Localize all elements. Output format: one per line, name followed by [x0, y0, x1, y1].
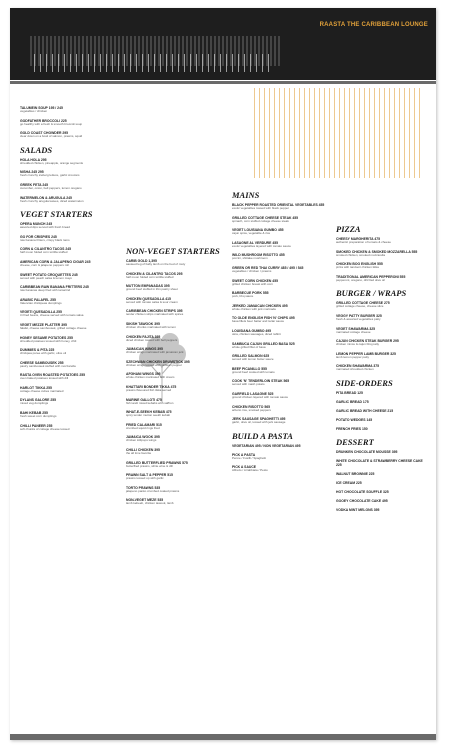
menu-item-description: shredded chicken, pineapple, orange segments [20, 160, 84, 165]
menu-item-name: POTATO WEDGES 145 [336, 417, 373, 422]
orange-text-block [254, 88, 424, 178]
section-heading: BUILD A PASTA [232, 430, 293, 441]
menu-item-name: BARBECUE PORK 555 [232, 291, 269, 296]
menu-item-description: cheese, corn & jalapeno peppers roll [20, 262, 69, 267]
menu-item-name: CHILLI CHICKEN 395 [126, 447, 160, 452]
menu-item [126, 309, 222, 317]
menu-item-name: BAHI KEBAB 255 [20, 411, 48, 416]
menu-item-name: GARFIELD LASAGNE 525 [232, 391, 274, 396]
menu-item-name: MUTTON EMPANADAS 395 [126, 284, 170, 289]
menu-item-name: WALNUT BROWNIE 225 [336, 471, 375, 476]
menu-item-description: raw banana fritters, crispy black rams [20, 237, 70, 242]
menu-item [336, 508, 426, 512]
menu-item [232, 279, 328, 287]
section-heading: MAINS [232, 190, 260, 200]
menu-item [20, 348, 116, 356]
menu-item-name: LOUISIANA GUMBO 495 [232, 328, 272, 333]
menu-item [232, 253, 328, 261]
menu-item-description: falafel, cheese sambousek, grilled cottage cheese [20, 325, 87, 330]
menu-item-description: sauteed leg of baby lamb on the bed of rosty [126, 262, 186, 266]
menu-item-name: FRIED CALAMARI 515 [126, 422, 162, 427]
menu-item-name: CHICKEN QUESADILLA 415 [126, 296, 171, 301]
menu-item [336, 364, 426, 372]
menu-item [232, 342, 328, 350]
menu-item-description: whole chicken marinated with cream [126, 375, 175, 380]
menu-item-name: AFGHANI WINGS 395 [126, 372, 161, 377]
menu-item [232, 453, 328, 461]
menu-item-description: shredded potatoes tossed with honey, chili [20, 338, 77, 343]
menu-item [126, 398, 222, 406]
menu-item [232, 266, 328, 274]
menu-item-description: fish tandi mixed kebabs with saffron [126, 400, 174, 405]
menu-item [232, 444, 328, 448]
menu-item-name: GOOEY CHOCOLATE CAKE 495 [336, 498, 388, 503]
menu-item [126, 297, 222, 305]
menu-item-name: CARIBBEAN RAW BANANA FRITTERS 245 [20, 285, 89, 290]
menu-item [20, 411, 116, 419]
menu-item-name: TALUMEIN SOUP 195 / 245 [20, 106, 63, 110]
menu-item-description: ground beef stuffed in thin pastry sheet [126, 287, 178, 292]
menu-item [232, 241, 328, 249]
menu-item-description: cucumber, onion, bell peppers, lemon oregano [20, 185, 82, 190]
section-heading: SIDE-ORDERS [336, 377, 393, 388]
menu-item-description: go healthy with a fresh & smooth broccoli soup [20, 121, 83, 126]
menu-item-name: SAMBUCA CAJUN GRILLED BASA 525 [232, 341, 295, 346]
menu-item [20, 158, 116, 166]
menu-item-description: lamb kebeeb, chicken tawook, lamb [126, 501, 174, 506]
menu-item-name: VEGGY PATTY BURGER 325 [336, 313, 382, 318]
menu-item [126, 259, 222, 267]
menu-item-name: ICE CREAM 225 [336, 480, 362, 485]
menu-item-name: SZECHWAN CHICKEN DRUMSTICK 395 [126, 359, 190, 364]
menu-item [336, 490, 426, 494]
menu-column-2 [126, 240, 222, 511]
menu-item-description: cottage cheese cubes marinated [20, 388, 64, 393]
menu-item-description: prawns tossed up with garlic [126, 476, 164, 481]
menu-item [232, 216, 328, 224]
menu-item [20, 260, 116, 268]
menu-item-description: soft chunks of cottage cheese tossed [20, 426, 70, 431]
menu-item-description: butterflied prawns, white wine & dill [126, 463, 173, 468]
menu-item-name: GARLIC BREAD 175 [336, 399, 369, 404]
menu-item [20, 170, 116, 178]
menu-item-name: HOLA HOLA 295 [20, 157, 47, 162]
menu-item [336, 301, 426, 309]
menu-item [20, 398, 116, 406]
menu-item [336, 459, 426, 467]
menu-item [126, 372, 222, 380]
menu-item [232, 392, 328, 400]
menu-item-name: GARLIC BREAD WITH CHEESE 215 [336, 408, 394, 413]
menu-item-name: LEMON PEPPER LAMB BURGER 325 [336, 351, 396, 356]
menu-column-1 [20, 106, 116, 436]
menu-item [126, 385, 222, 393]
menu-item-description: chicken wings tossed with sichuan pepper [126, 362, 182, 367]
menu-item-name: WHITE CHOCOLATE & STRAWBERRY CHEESE CAKE 225 [336, 458, 423, 467]
menu-item-description: marinated shredded chicken [336, 367, 374, 372]
menu-item-name: GREEN OR RED THAI CURRY 485 / 495 / 545 [232, 265, 304, 270]
section-heading: BURGER / WRAPS [336, 288, 407, 299]
menu-item-name: RASTA OVEN ROASTED POTATOES 255 [20, 373, 85, 378]
menu-item [126, 347, 222, 355]
menu-item-description: chicken chunks marinated with lemon [126, 324, 176, 329]
menu-item-description: smoked chicken, smoked mozzarella [336, 252, 386, 257]
menu-item-name: JERK SAUSAGE SPAGHETTI 495 [232, 417, 286, 422]
menu-item-description: whole grilled fillet of basa [232, 344, 266, 349]
menu-item [20, 247, 116, 255]
menu-item-name: PICK A SAUCE [232, 465, 257, 470]
menu-item-description: garlic, olive oil, tossed with jerk sausage [232, 420, 286, 425]
menu-item-name: WILD MUSHROOM RISOTTO 455 [232, 253, 285, 258]
menu-item [20, 235, 116, 243]
section-heading: SALADS [20, 144, 53, 155]
menu-item-description: oven baked potatoes tossed with dill [20, 376, 69, 381]
menu-item-name: BEEF PICANILLO 555 [232, 366, 267, 371]
menu-item-name: VEGET MEZZE PLATTER 395 [20, 322, 67, 327]
menu-item-description: vegetables / chicken / prawns [232, 268, 272, 273]
menu-item [232, 291, 328, 299]
menu-item-name: VEGET SHAWARMA 325 [336, 326, 376, 331]
menu-item-name: COOK 'N' TENDERLOIN STEAK 565 [232, 379, 290, 384]
menu-item-description: exotic vegetables layered with tomato sauce [232, 243, 291, 248]
menu-item-description: the all time favorite [126, 450, 152, 455]
menu-item-description: authentic preparation of tomato & cheese [336, 240, 391, 244]
menu-item-description: clear down on a bowl of salmon, prawns, squid [20, 134, 83, 139]
menu-item [126, 284, 222, 292]
menu-item-description: grilled chicken breast with corn [232, 281, 274, 286]
menu-item-description: pepperoni, oregano, drizzled olive oil [336, 277, 385, 282]
menu-item-description: served with lemon butter sauce [232, 357, 274, 362]
menu-item [336, 400, 426, 404]
menu-item-name: CHICKEN BOO ENGLISH 555 [336, 262, 383, 267]
menu-item-name: GRILLED BUTTERFLIED PRAWNS 575 [126, 460, 188, 465]
menu-item-name: SWEET CORN CHICKEN 455 [232, 278, 278, 283]
menu-item [336, 409, 426, 413]
menu-item-name: CHEESY MARGHERITA 475 [336, 237, 381, 241]
menu-item-name: GODFATHER BROCCOLI 225 [20, 118, 67, 123]
menu-item [232, 316, 328, 324]
menu-item [336, 327, 426, 335]
menu-item [336, 391, 426, 395]
menu-item-name: GRILLED SALMON 625 [232, 354, 270, 359]
menu-item-description: arborio rice, smoked peppers [232, 407, 271, 412]
menu-item [126, 322, 222, 330]
menu-item [232, 304, 328, 312]
menu-item-name: DYLANS GALORE 255 [20, 398, 56, 403]
menu-item-description: lamb lemon pepper patty [336, 354, 370, 359]
menu-item-name: PICK A PASTA [232, 452, 256, 457]
menu-item [232, 203, 328, 211]
menu-item-description: raw bananas deep fried with tamarind [20, 288, 71, 293]
menu-item-description: fresh & assorted vegetables patty [336, 316, 381, 321]
section-heading: NON-VEGET STARTERS [126, 246, 220, 256]
menu-item [336, 339, 426, 347]
menu-item [20, 131, 116, 139]
menu-item-description: tri fried beans, cheese served with tomato salsa [20, 313, 84, 318]
menu-item-description: half moon folded corn tortilla stuffed [126, 274, 174, 279]
menu-item-name: JERKED JAMAICAN CHICKEN 495 [232, 303, 288, 308]
menu-item-name: TO OLDE ENGLISH FISH 'N' CHIPS 495 [232, 316, 295, 321]
menu-item-description: Valencian chickpeas dumplings [20, 300, 62, 305]
menu-item [126, 498, 222, 506]
menu-item-description: porcini, shiitake mushroom [232, 256, 268, 261]
menu-item-description: served with peach salsa & lemon mayo [20, 275, 73, 280]
menu-item [126, 410, 222, 418]
menu-item-name: JAMAICA WOOK 395 [126, 435, 160, 440]
menu-item-name: GRILLED COTTAGE CHEESE STEAK 455 [232, 215, 299, 220]
menu-item-description: basa fillets beer batter and tartar sauce [232, 319, 285, 324]
menu-item [20, 361, 116, 369]
menu-item [336, 250, 426, 258]
menu-item [126, 335, 222, 343]
menu-item [232, 405, 328, 413]
menu-item-description: assorted dips served with fresh bread [20, 225, 70, 230]
section-heading: VEGET STARTERS [20, 209, 93, 220]
menu-item-description: ground chicken layered with tomato sauce [232, 394, 289, 399]
menu-item-name: VEGET LOUISIANA GUMBO 455 [232, 228, 284, 233]
menu-item-description: crumbed squid rings fried [126, 425, 160, 430]
menu-item [336, 262, 426, 270]
menu-item [20, 336, 116, 344]
menu-item-name: CHICKEN & CILANTRO TACOS 295 [126, 271, 183, 276]
menu-item-name: DRUNKEN CHOCOLATE MOUSSE 395 [336, 449, 398, 454]
menu-item-description: pizza with tandoori chicken tikka [336, 265, 379, 270]
menu-item [20, 273, 116, 281]
menu-item-description: served with tomato salsa & sour cream [126, 299, 178, 304]
menu-item-name: JAMAICAN WINGS 395 [126, 347, 163, 352]
menu-item [336, 314, 426, 322]
menu-item [232, 329, 328, 337]
menu-item [20, 373, 116, 381]
menu-item [20, 106, 116, 114]
menu-item-description: chickpea puree with garlic, olive oil [20, 351, 67, 356]
menu-item [232, 367, 328, 375]
menu-item [336, 481, 426, 485]
menu-item [20, 183, 116, 191]
menu-item-name: NISHA 245 295 [20, 170, 44, 175]
menu-item [20, 323, 116, 331]
menu-item-name: ARABIC FALAFEL 255 [20, 297, 56, 302]
menu-header [10, 8, 436, 80]
menu-item-description: whole chicken with jerk marinade [232, 306, 277, 311]
menu-item [232, 417, 328, 425]
menu-item-description: marinated cottage cheese [336, 329, 371, 334]
menu-item [336, 472, 426, 476]
menu-item-description: spicy tender mutton seekh kebab [126, 413, 171, 418]
menu-item-name: CARIBBEAN CHICKEN STRIPS 395 [126, 309, 183, 314]
menu-item-name: AMERICAN CORN & JALAPENO CIGAR 245 [20, 259, 91, 264]
menu-column-4 [336, 218, 426, 517]
menu-item [20, 285, 116, 293]
menu-item-description: chicken lollipops wings [126, 438, 157, 443]
menu-item [20, 298, 116, 306]
menu-item-description: tender chicken strips marinated with spices [126, 312, 184, 317]
menu-item-description: fresh sweet corn dumplings [20, 414, 57, 419]
menu-item-description: served with mash potato [232, 382, 265, 387]
menu-item-name: GREEK FETA 245 [20, 182, 49, 187]
section-heading: PIZZA [336, 224, 361, 234]
menu-item-name: SMOKED CHICKEN & SMOKED MOZZARELLA 555 [336, 249, 418, 254]
menu-item [126, 448, 222, 456]
menu-item [126, 360, 222, 368]
menu-item [20, 119, 116, 127]
menu-item [336, 427, 426, 431]
menu-item [20, 424, 116, 432]
menu-item-name: KHATTARI BONDER TIKKA 475 [126, 384, 177, 389]
menu-item [232, 465, 328, 473]
menu-item-name: MARINE GALLOTI 475 [126, 397, 162, 402]
menu-item [126, 435, 222, 443]
menu-item-description: fresh crunchy iceberg lettuce, garlic croutons [20, 173, 80, 178]
menu-item-name: VEGETARIAN 495 / NON VEGETARIAN 495 [232, 443, 301, 448]
menu-item-name: TORTO PRAWNS 535 [126, 485, 161, 490]
menu-item [336, 352, 426, 360]
menu-item-description: exotic vegetables tossed with black pepper [232, 206, 290, 210]
menu-item [126, 423, 222, 431]
menu-item-name: CORN & CILANTRO TACOS 245 [20, 247, 71, 252]
menu-item-name: CHEESE SAMBOUSEK 255 [20, 360, 64, 365]
menu-item-name: VEGETI QUESADILLA 255 [20, 310, 62, 315]
menu-item-name: CHICKEN RISOTTO 565 [232, 404, 270, 409]
menu-item-description: vegetables / chicken [20, 109, 48, 113]
menu-item [126, 486, 222, 494]
menu-item-name: GOLD COAST CHOWDER 295 [20, 131, 69, 136]
menu-item-name: GRILLED COTTAGE CHEESE 275 [336, 301, 390, 306]
menu-item-name: WHAT-E-SEEKH KEBAB 475 [126, 410, 172, 415]
menu-item-name: SIKISH TAWOOK 395 [126, 321, 160, 326]
menu-item-description: cajun spice, vegetable & rice [232, 231, 271, 236]
menu-item-description: mixed veg dumplings [20, 401, 49, 406]
menu-item-description: jalapeno panko crumbed coated prawns [126, 488, 180, 493]
menu-sheet [10, 8, 436, 740]
menu-item [232, 228, 328, 236]
menu-item-name: LASAGNE AL VERDURE 455 [232, 240, 278, 245]
menu-item-description: prawns flavoured fish tikka served [126, 387, 172, 392]
menu-item-name: CHICKEN SHAWARMA 375 [336, 364, 380, 369]
menu-item-name: WATERMELON & ARUGULA 245 [20, 195, 72, 200]
menu-item-description: half moon folded corn tortilla stuffed [20, 250, 68, 255]
menu-item [232, 379, 328, 387]
menu-item-name: DUMMIES & PITA 225 [20, 348, 55, 353]
menu-item-name: GO FOR CRISPIES 245 [20, 234, 57, 239]
menu-item-name: CHICKEN FAJITA 395 [126, 334, 161, 339]
menu-column-3 [232, 184, 328, 478]
menu-item [20, 310, 116, 318]
menu-item-name: VODKA MINT MELONS 395 [336, 507, 380, 512]
menu-item-name: FRENCH FRIES 150 [336, 426, 368, 431]
menu-item-description: diced chicken tossed with bell peppers [126, 337, 178, 342]
menu-item [20, 386, 116, 394]
menu-item-description: pork, bbq sauce [232, 294, 254, 299]
footer-bar [10, 734, 436, 740]
menu-item [336, 237, 426, 245]
menu-item-name: HOT CHOCOLATE SOUFFLE 325 [336, 489, 389, 494]
menu-item-description: Penne / Fusilli / Spaghetti [232, 455, 267, 460]
menu-item [336, 275, 426, 283]
menu-item-name: OPERA MUNCH 245 [20, 222, 53, 227]
menu-item-description: okra, chicken sausages, diced rabbit [232, 331, 281, 336]
menu-item-name: HARLOT TIKKA 255 [20, 385, 52, 390]
menu-item-description: fresh crunchy arugula leaves, diced watermelon [20, 198, 84, 203]
menu-item [336, 450, 426, 454]
menu-item-description: pastry sambousek stuffed with mozzarella [20, 363, 76, 368]
menu-item [336, 418, 426, 422]
menu-item [232, 354, 328, 362]
menu-item [20, 222, 116, 230]
section-heading: DESSERT [336, 436, 374, 447]
menu-item-name: SWEET POTATO CROQUETTES 245 [20, 272, 78, 277]
menu-item [126, 272, 222, 280]
menu-item [126, 461, 222, 469]
restaurant-title: RAASTA THE CARIBBEAN LOUNGE [319, 22, 428, 28]
menu-item-description: chicken mince & cajun bbq patty [336, 342, 380, 347]
menu-item-name: CAJUN CHICKEN STEAK BURGER 295 [336, 339, 399, 344]
menu-item-description: ground beef cooked with tomato [232, 369, 275, 374]
menu-item-name: NON-VEGET MEZE 535 [126, 498, 164, 503]
menu-item [126, 473, 222, 481]
menu-item-name: CARIB GOLD 1,395 [126, 259, 157, 263]
header-divider [10, 81, 436, 84]
menu-item-name: BLACK PEPPER ROASTED ORIENTAL VEGETABLES 455 [232, 203, 325, 207]
menu-item-description: chicken wings marinated with jamaican jerk [126, 350, 184, 355]
menu-item-description: grilled cottage cheese, cheese slice [336, 304, 384, 309]
menu-item [20, 196, 116, 204]
menu-item-name: PRAWN SALT & PEPPER 515 [126, 473, 173, 478]
menu-item-name: HONEY SESAME POTATOES 255 [20, 335, 73, 340]
menu-item [336, 499, 426, 503]
menu-item-description: spinach, corn stuffed cottage cheese steak [232, 218, 289, 223]
header-lettering [34, 54, 274, 72]
menu-item-description: Alfredo / Arrabbiata / Pesto [232, 468, 268, 473]
menu-item-name: PITA BREAD 125 [336, 390, 363, 395]
menu-item-name: CHILLI PANEER 255 [20, 423, 53, 428]
menu-item-name: TRADITIONAL AMERICAN PEPPERONI 555 [336, 274, 406, 279]
